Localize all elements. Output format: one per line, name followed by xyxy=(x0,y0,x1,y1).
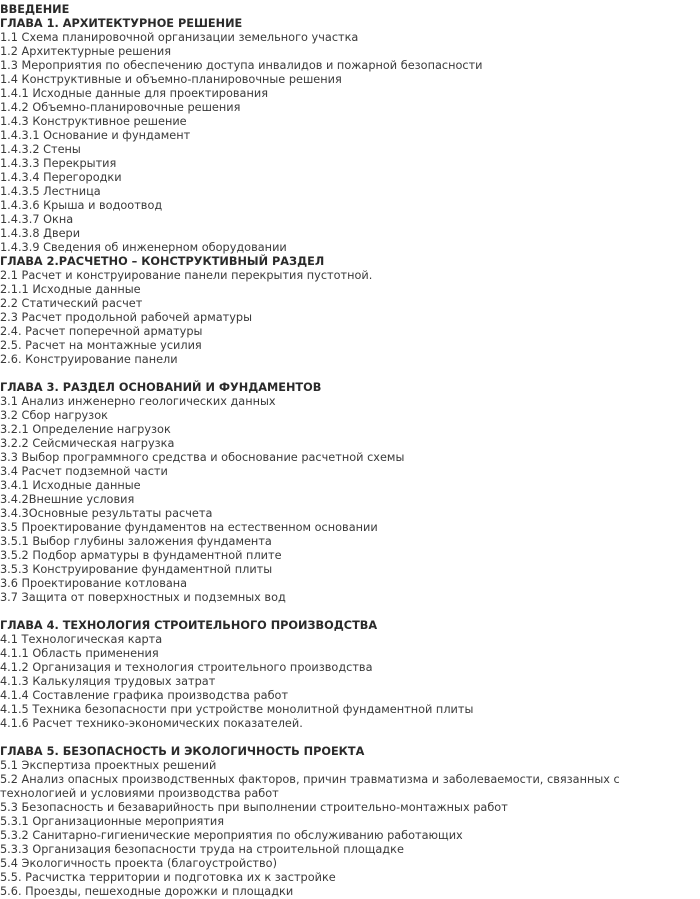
toc-entry: 3.4.2Внешние условия xyxy=(0,493,135,506)
toc-entry: 5.3.2 Санитарно-гигиенические мероприятия по обслуживанию работающих xyxy=(0,829,463,842)
toc-entry: 3.2 Сбор нагрузок xyxy=(0,409,108,422)
chapter-heading: ГЛАВА 3. РАЗДЕЛ ОСНОВАНИЙ И ФУНДАМЕНТОВ xyxy=(0,381,322,394)
toc-entry: 5.5. Расчистка территории и подготовка их к застройке xyxy=(0,871,336,884)
toc-entry: 2.4. Расчет поперечной арматуры xyxy=(0,325,203,338)
toc-entry: 2.2 Статический расчет xyxy=(0,297,143,310)
toc-entry: 4.1 Технологическая карта xyxy=(0,633,163,646)
toc-entry: 1.4.3.3 Перекрытия xyxy=(0,157,117,170)
toc-entry: 3.2.2 Сейсмическая нагрузка xyxy=(0,437,175,450)
toc-entry: 5.4 Экологичность проекта (благоустройство) xyxy=(0,857,277,870)
toc-entry: 5.6. Проезды, пешеходные дорожки и площадки xyxy=(0,885,294,898)
toc-entry: 1.4.3.2 Стены xyxy=(0,143,81,156)
toc-entry: 4.1.1 Область применения xyxy=(0,647,159,660)
chapter-heading: ГЛАВА 1. АРХИТЕКТУРНОЕ РЕШЕНИЕ xyxy=(0,17,243,30)
toc-entry: 1.1 Схема планировочной организации земельного участка xyxy=(0,31,359,44)
toc-entry: 1.4.2 Объемно-планировочные решения xyxy=(0,101,241,114)
toc-entry: 4.1.2 Организация и технология строительного производства xyxy=(0,661,373,674)
toc-entry: 5.1 Экспертиза проектных решений xyxy=(0,759,217,772)
toc-entry: 3.4.3Основные результаты расчета xyxy=(0,507,213,520)
chapter-heading: ГЛАВА 5. БЕЗОПАСНОСТЬ И ЭКОЛОГИЧНОСТЬ ПРОЕКТА xyxy=(0,745,365,758)
toc-entry: 4.1.5 Техника безопасности при устройстве монолитной фундаментной плиты xyxy=(0,703,474,716)
toc-entry: 1.4.3.8 Двери xyxy=(0,227,81,240)
toc-entry: 1.4.3.5 Лестница xyxy=(0,185,101,198)
toc-entry: 3.4 Расчет подземной части xyxy=(0,465,168,478)
toc-entry: 4.1.3 Калькуляция трудовых затрат xyxy=(0,675,216,688)
toc-entry: 1.3 Мероприятия по обеспечению доступа инвалидов и пожарной безопасности xyxy=(0,59,483,72)
toc-entry: 1.2 Архитектурные решения xyxy=(0,45,172,58)
toc-entry: 3.1 Анализ инженерно геологических данных xyxy=(0,395,276,408)
toc-entry: 1.4.3.1 Основание и фундамент xyxy=(0,129,191,142)
toc-entry: 2.3 Расчет продольной рабочей арматуры xyxy=(0,311,253,324)
toc-entry: 3.4.1 Исходные данные xyxy=(0,479,141,492)
toc-entry: 5.3.1 Организационные мероприятия xyxy=(0,815,225,828)
toc-entry: 2.1.1 Исходные данные xyxy=(0,283,141,296)
chapter-heading: ВВЕДЕНИЕ xyxy=(0,3,70,16)
spacer xyxy=(0,605,696,619)
toc-entry: 3.2.1 Определение нагрузок xyxy=(0,423,171,436)
toc-entry: 5.2 Анализ опасных производственных факторов, причин травматизма и заболеваемости, связанных с технологией и условиями производства работ xyxy=(0,773,620,800)
toc-entry: 5.3.3 Организация безопасности труда на строительной площадке xyxy=(0,843,404,856)
table-of-contents xyxy=(0,3,696,899)
toc-entry: 3.5.3 Конструирование фундаментной плиты xyxy=(0,563,273,576)
toc-entry: 3.7 Защита от поверхностных и подземных вод xyxy=(0,591,286,604)
toc-entry: 1.4.3.4 Перегородки xyxy=(0,171,122,184)
toc-entry: 3.3 Выбор программного средства и обоснование расчетной схемы xyxy=(0,451,405,464)
toc-entry: 3.5.2 Подбор арматуры в фундаментной плите xyxy=(0,549,282,562)
toc-entry: 1.4 Конструктивные и объемно-планировочные решения xyxy=(0,73,342,86)
toc-entry: 5.3 Безопасность и безаварийность при выполнении строительно-монтажных работ xyxy=(0,801,508,814)
toc-entry: 3.5.1 Выбор глубины заложения фундамента xyxy=(0,535,272,548)
chapter-heading: ГЛАВА 2.РАСЧЕТНО – КОНСТРУКТИВНЫЙ РАЗДЕЛ xyxy=(0,255,325,268)
toc-entry: 1.4.3 Конструктивное решение xyxy=(0,115,187,128)
toc-entry: 2.1 Расчет и конструирование панели перекрытия пустотной. xyxy=(0,269,373,282)
toc-entry: 3.5 Проектирование фундаментов на естественном основании xyxy=(0,521,378,534)
spacer xyxy=(0,731,696,745)
toc-entry: 1.4.1 Исходные данные для проектирования xyxy=(0,87,268,100)
spacer xyxy=(0,367,696,381)
toc-entry: 1.4.3.9 Сведения об инженерном оборудовании xyxy=(0,241,287,254)
toc-entry: 4.1.6 Расчет технико-экономических показателей. xyxy=(0,717,303,730)
toc-entry: 4.1.4 Составление графика производства работ xyxy=(0,689,289,702)
chapter-heading: ГЛАВА 4. ТЕХНОЛОГИЯ СТРОИТЕЛЬНОГО ПРОИЗВОДСТВА xyxy=(0,619,378,632)
toc-entry: 1.4.3.6 Крыша и водоотвод xyxy=(0,199,163,212)
toc-entry: 2.6. Конструирование панели xyxy=(0,353,178,366)
toc-entry: 1.4.3.7 Окна xyxy=(0,213,74,226)
toc-entry: 3.6 Проектирование котлована xyxy=(0,577,188,590)
toc-entry: 2.5. Расчет на монтажные усилия xyxy=(0,339,202,352)
